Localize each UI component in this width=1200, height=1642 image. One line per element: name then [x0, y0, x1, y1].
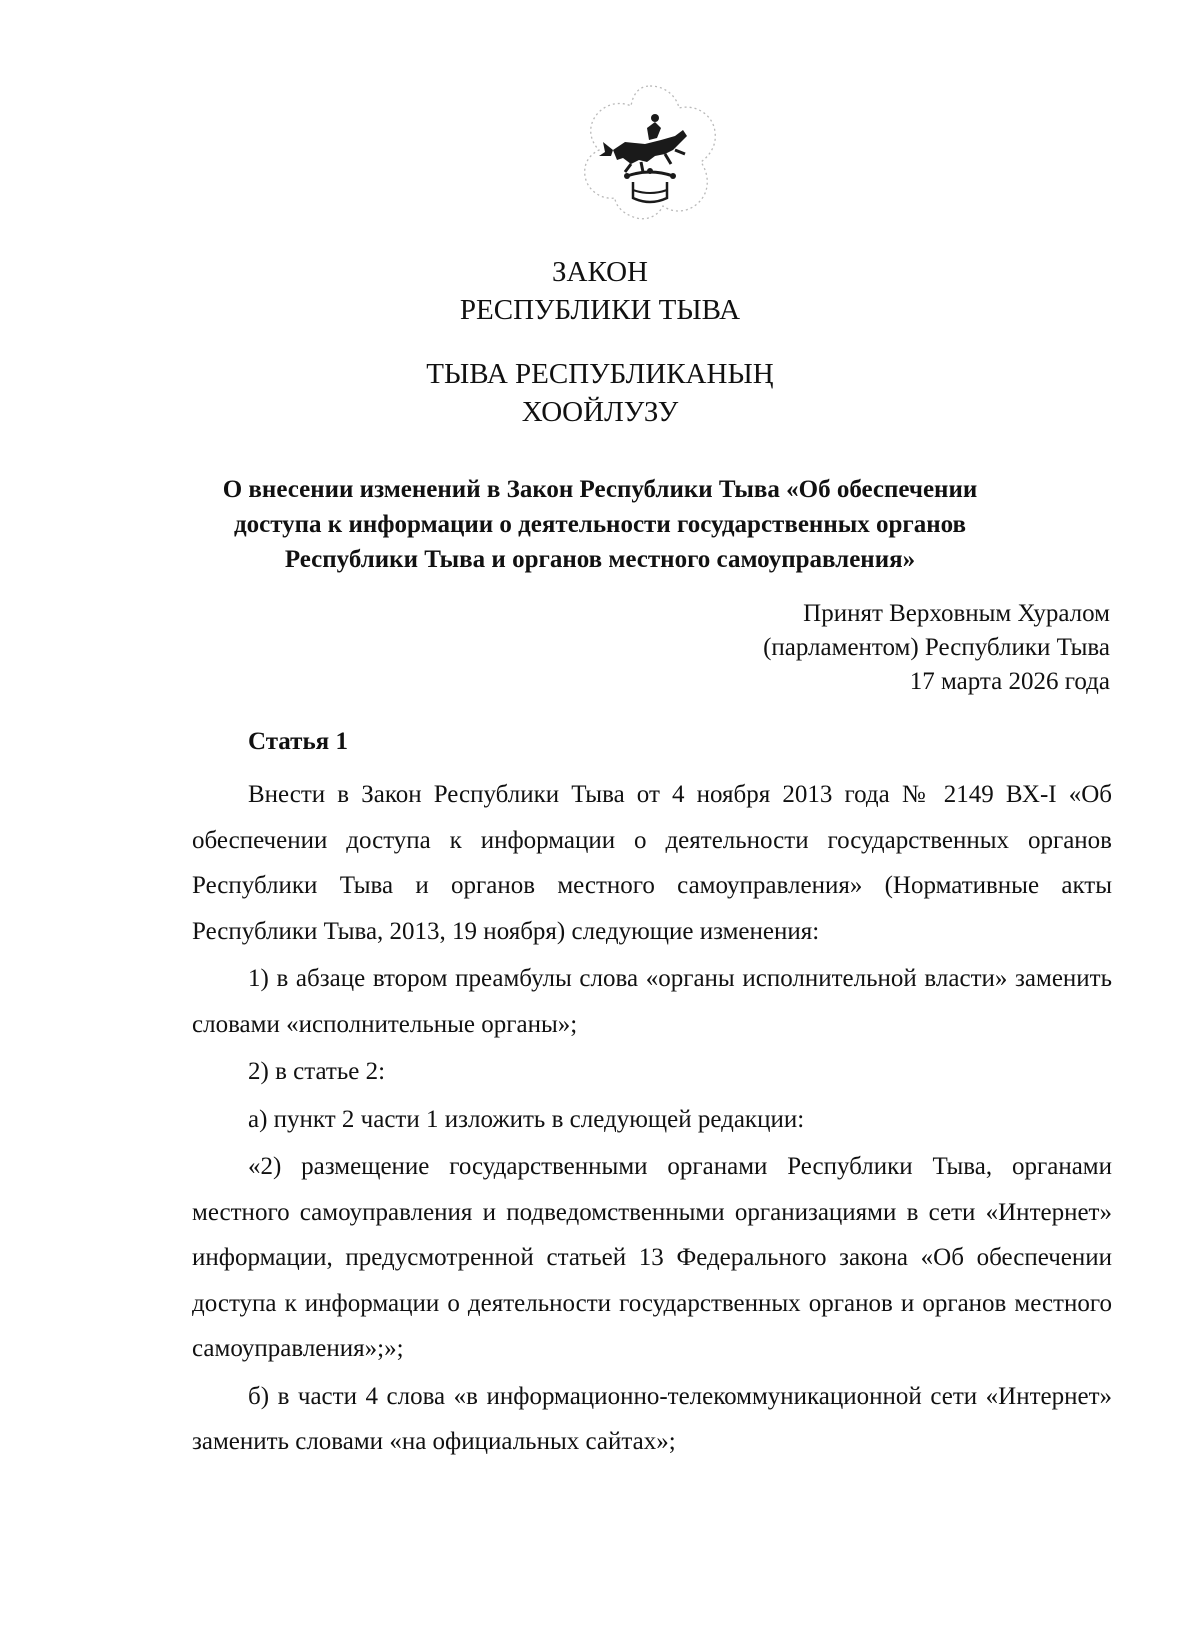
law-title-tuvan	[200, 355, 1000, 431]
adoption-date: 17 марта 2026 года	[909, 668, 1110, 695]
law-title-tuvan-line-1: ТЫВА РЕСПУБЛИКАНЫҢ	[426, 358, 774, 390]
law-title-line-2: РЕСПУБЛИКИ ТЫВА	[459, 294, 741, 326]
article-body	[192, 772, 1112, 1467]
law-subject-line-3: Республики Тыва и органов местного самоуправления»	[284, 546, 916, 573]
law-title-russian	[200, 253, 1000, 329]
law-title-tuvan-line-2: ХООЙЛУЗУ	[521, 396, 679, 428]
tuva-coat-of-arms-icon	[575, 80, 725, 230]
adoption-note-line-1: Принят Верховным Хуралом	[803, 600, 1110, 627]
article-paragraph: б) в части 4 слова «в информационно-телекоммуникационной сети «Интернет» заменить словами «на официальных сайтах»;	[192, 1382, 1112, 1455]
article-paragraph: Внести в Закон Республики Тыва от 4 ноября 2013 года № 2149 ВХ-I «Об обеспечении доступа к информации о деятельности государственных органов Республики Тыва и органов местного самоуправления» (Нормативные акты Республики Тыва, 2013, 19 ноября) следующие изменения:	[192, 781, 1112, 945]
article-paragraph: 2) в статье 2:	[248, 1058, 386, 1085]
adoption-note	[763, 597, 1110, 699]
law-subject	[150, 472, 1050, 577]
article-heading: Статья 1	[248, 728, 348, 755]
adoption-note-line-2: (парламентом) Республики Тыва	[763, 634, 1110, 661]
article-paragraph: а) пункт 2 части 1 изложить в следующей редакции:	[248, 1105, 805, 1133]
article-paragraph: 1) в абзаце втором преамбулы слова «органы исполнительной власти» заменить словами «исполнительные органы»;	[192, 965, 1112, 1038]
law-subject-line-2: доступа к информации о деятельности государственных органов	[233, 511, 967, 538]
law-subject-line-1: О внесении изменений в Закон Республики Тыва «Об обеспечении	[222, 476, 978, 503]
law-title-line-1: ЗАКОН	[552, 256, 648, 288]
article-paragraph: «2) размещение государственными органами Республики Тыва, органами местного самоуправления и подведомственными организациями в сети «Интернет» информации, предусмотренной статьей 13 Федерального закона «Об обеспечении доступа к информации о деятельности государственных органов и органов местного самоуправления»;»;	[192, 1153, 1112, 1362]
